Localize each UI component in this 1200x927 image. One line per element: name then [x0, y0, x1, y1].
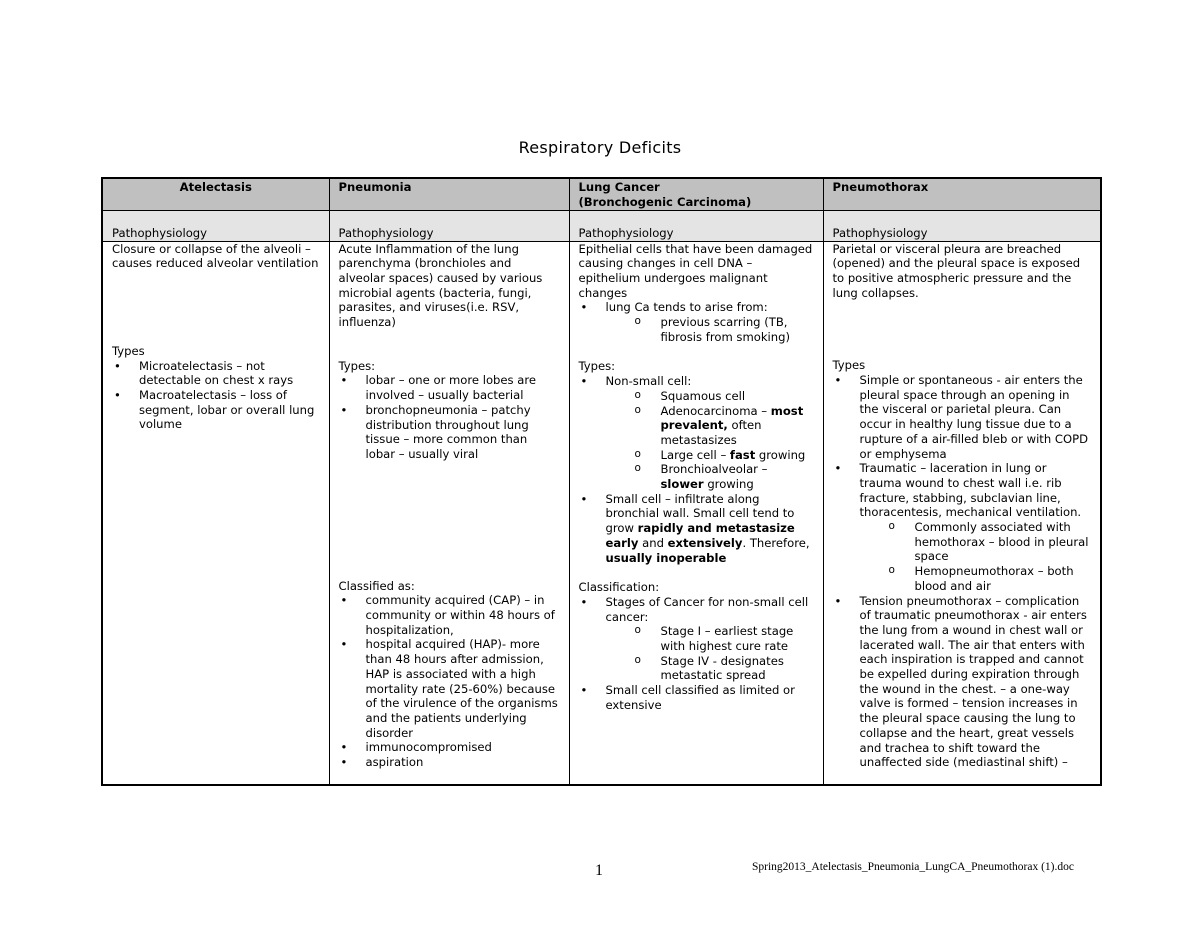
pneumothorax-cell: [823, 241, 1101, 785]
atelectasis-types-list: [112, 359, 320, 433]
pneumothorax-pathophysiology: Parietal or visceral pleura are breached (opened) and the pleural space is exposed to positive atmospheric pressure and the lung collapses.: [832, 241, 1081, 300]
footer-filename: Spring2013_Atelectasis_Pneumonia_LungCA_Pneumothorax (1).doc: [752, 861, 1074, 873]
list-item: • hospital acquired (HAP)- more than 48 hours after admission, HAP is associated with a high mortality rate (25-60%) because of the virulence of the organisms and the patients underlying disorder: [339, 637, 560, 740]
list-item: • lobar – one or more lobes are involved – usually bacterial: [339, 373, 560, 402]
pneumonia-types-list: [339, 373, 560, 461]
lung-cancer-arise-list: [579, 300, 814, 344]
atelectasis-cell: [102, 241, 329, 785]
respiratory-deficits-table: [101, 177, 1102, 786]
pathophysiology-label: Pathophysiology: [329, 210, 569, 241]
pneumonia-classified-list: [339, 593, 560, 769]
lung-cancer-types-list: [579, 374, 814, 565]
list-item: • Small cell – infiltrate along bronchial wall. Small cell tend to grow rapidly and metastasize early and extensively. Therefore, usually inoperable: [579, 492, 814, 566]
lung-cancer-pathophysiology: Epithelial cells that have been damaged causing changes in cell DNA –epithelium undergoes malignant changes: [578, 241, 813, 300]
list-item: • Stages of Cancer for non-small cell cancer: o Stage I – earliest stage with highest cure rate o Stage IV - designates metastatic spread: [579, 595, 814, 683]
list-item: o Large cell – fast growing: [606, 448, 814, 463]
list-item: o previous scarring (TB, fibrosis from smoking): [606, 315, 814, 344]
list-item: • bronchopneumonia – patchy distribution throughout lung tissue – more common than lobar – usually viral: [339, 403, 560, 462]
list-item: • lung Ca tends to arise from: o previous scarring (TB, fibrosis from smoking): [579, 300, 814, 344]
list-item: o Stage I – earliest stage with highest cure rate: [606, 624, 814, 653]
list-item: o Hemopneumothorax – both blood and air: [860, 564, 1092, 593]
pathophysiology-label: Pathophysiology: [569, 210, 823, 241]
pathophysiology-label: Pathophysiology: [823, 210, 1101, 241]
list-item: o Squamous cell: [606, 389, 814, 404]
list-item: • Traumatic – laceration in lung or trauma wound to chest wall i.e. rib fracture, stabbing, subclavian line, thoracentesis, mechanical ventilation. o Commonly associated with hemothorax – blood in pleural space o Hemopneumothorax – both blood and air: [833, 461, 1092, 593]
list-item: • immunocompromised: [339, 740, 560, 755]
document-title: Respiratory Deficits: [518, 138, 682, 157]
table-body-row: [102, 241, 1101, 785]
list-item: o Commonly associated with hemothorax – blood in pleural space: [860, 520, 1092, 564]
pneumonia-cell: [329, 241, 569, 785]
pathophysiology-label-row: [102, 210, 1101, 241]
atelectasis-types-label: Types: [112, 343, 145, 358]
lung-cancer-classification-list: [579, 595, 814, 713]
list-item: • Microatelectasis – not detectable on chest x rays: [112, 359, 320, 388]
pneumothorax-types-label: Types: [832, 358, 866, 373]
list-item: • aspiration: [339, 755, 560, 770]
header-pneumonia: Pneumonia: [329, 178, 569, 210]
table-header-row: [102, 178, 1101, 210]
pneumonia-types-label: Types:: [338, 358, 376, 373]
list-item: • Small cell classified as limited or extensive: [579, 683, 814, 712]
lung-cancer-cell: [569, 241, 823, 785]
lung-cancer-types-label: Types:: [578, 359, 616, 374]
list-item: • Macroatelectasis – loss of segment, lobar or overall lung volume: [112, 388, 320, 432]
header-lung-cancer: Lung Cancer (Bronchogenic Carcinoma): [569, 178, 823, 210]
header-atelectasis: Atelectasis: [102, 178, 329, 210]
list-item: • Non-small cell: o Squamous cell o Adenocarcinoma – most prevalent, often metastasizes o Large cell – fast growing o Bronchioalveolar – slower growing: [579, 374, 814, 492]
pneumothorax-types-list: [833, 373, 1092, 770]
lung-cancer-classification-label: Classification:: [578, 580, 660, 595]
pneumonia-classified-label: Classified as:: [338, 578, 415, 593]
pathophysiology-label: Pathophysiology: [102, 210, 329, 241]
list-item: • Simple or spontaneous - air enters the pleural space through an opening in the visceral or parietal pleura. Can occur in healthy lung tissue due to a rupture of a air-filled bleb or with COPD or emphysema: [833, 373, 1092, 461]
header-pneumothorax: Pneumothorax: [823, 178, 1101, 210]
atelectasis-pathophysiology: Closure or collapse of the alveoli – causes reduced alveolar ventilation: [112, 241, 319, 271]
list-item: o Bronchioalveolar – slower growing: [606, 462, 814, 491]
list-item: o Adenocarcinoma – most prevalent, often metastasizes: [606, 404, 814, 448]
list-item: o Stage IV - designates metastatic spread: [606, 654, 814, 683]
list-item: • community acquired (CAP) – in community or within 48 hours of hospitalization,: [339, 593, 560, 637]
list-item: • Tension pneumothorax – complication of traumatic pneumothorax - air enters the lung from a wound in chest wall or lacerated wall. The air that enters with each inspiration is trapped and cannot be expelled during expiration through the wound in the chest. – a one-way valve is formed – tension increases in the pleural space causing the lung to collapse and the heart, great vessels and trachea to shift toward the unaffected side (mediastinal shift) –: [833, 594, 1092, 770]
pneumonia-pathophysiology: Acute Inflammation of the lung parenchyma (bronchioles and alveolar spaces) caused by various microbial agents (bacteria, fungi, parasites, and viruses(i.e. RSV, influenza): [338, 241, 543, 330]
page-number: 1: [595, 862, 603, 879]
